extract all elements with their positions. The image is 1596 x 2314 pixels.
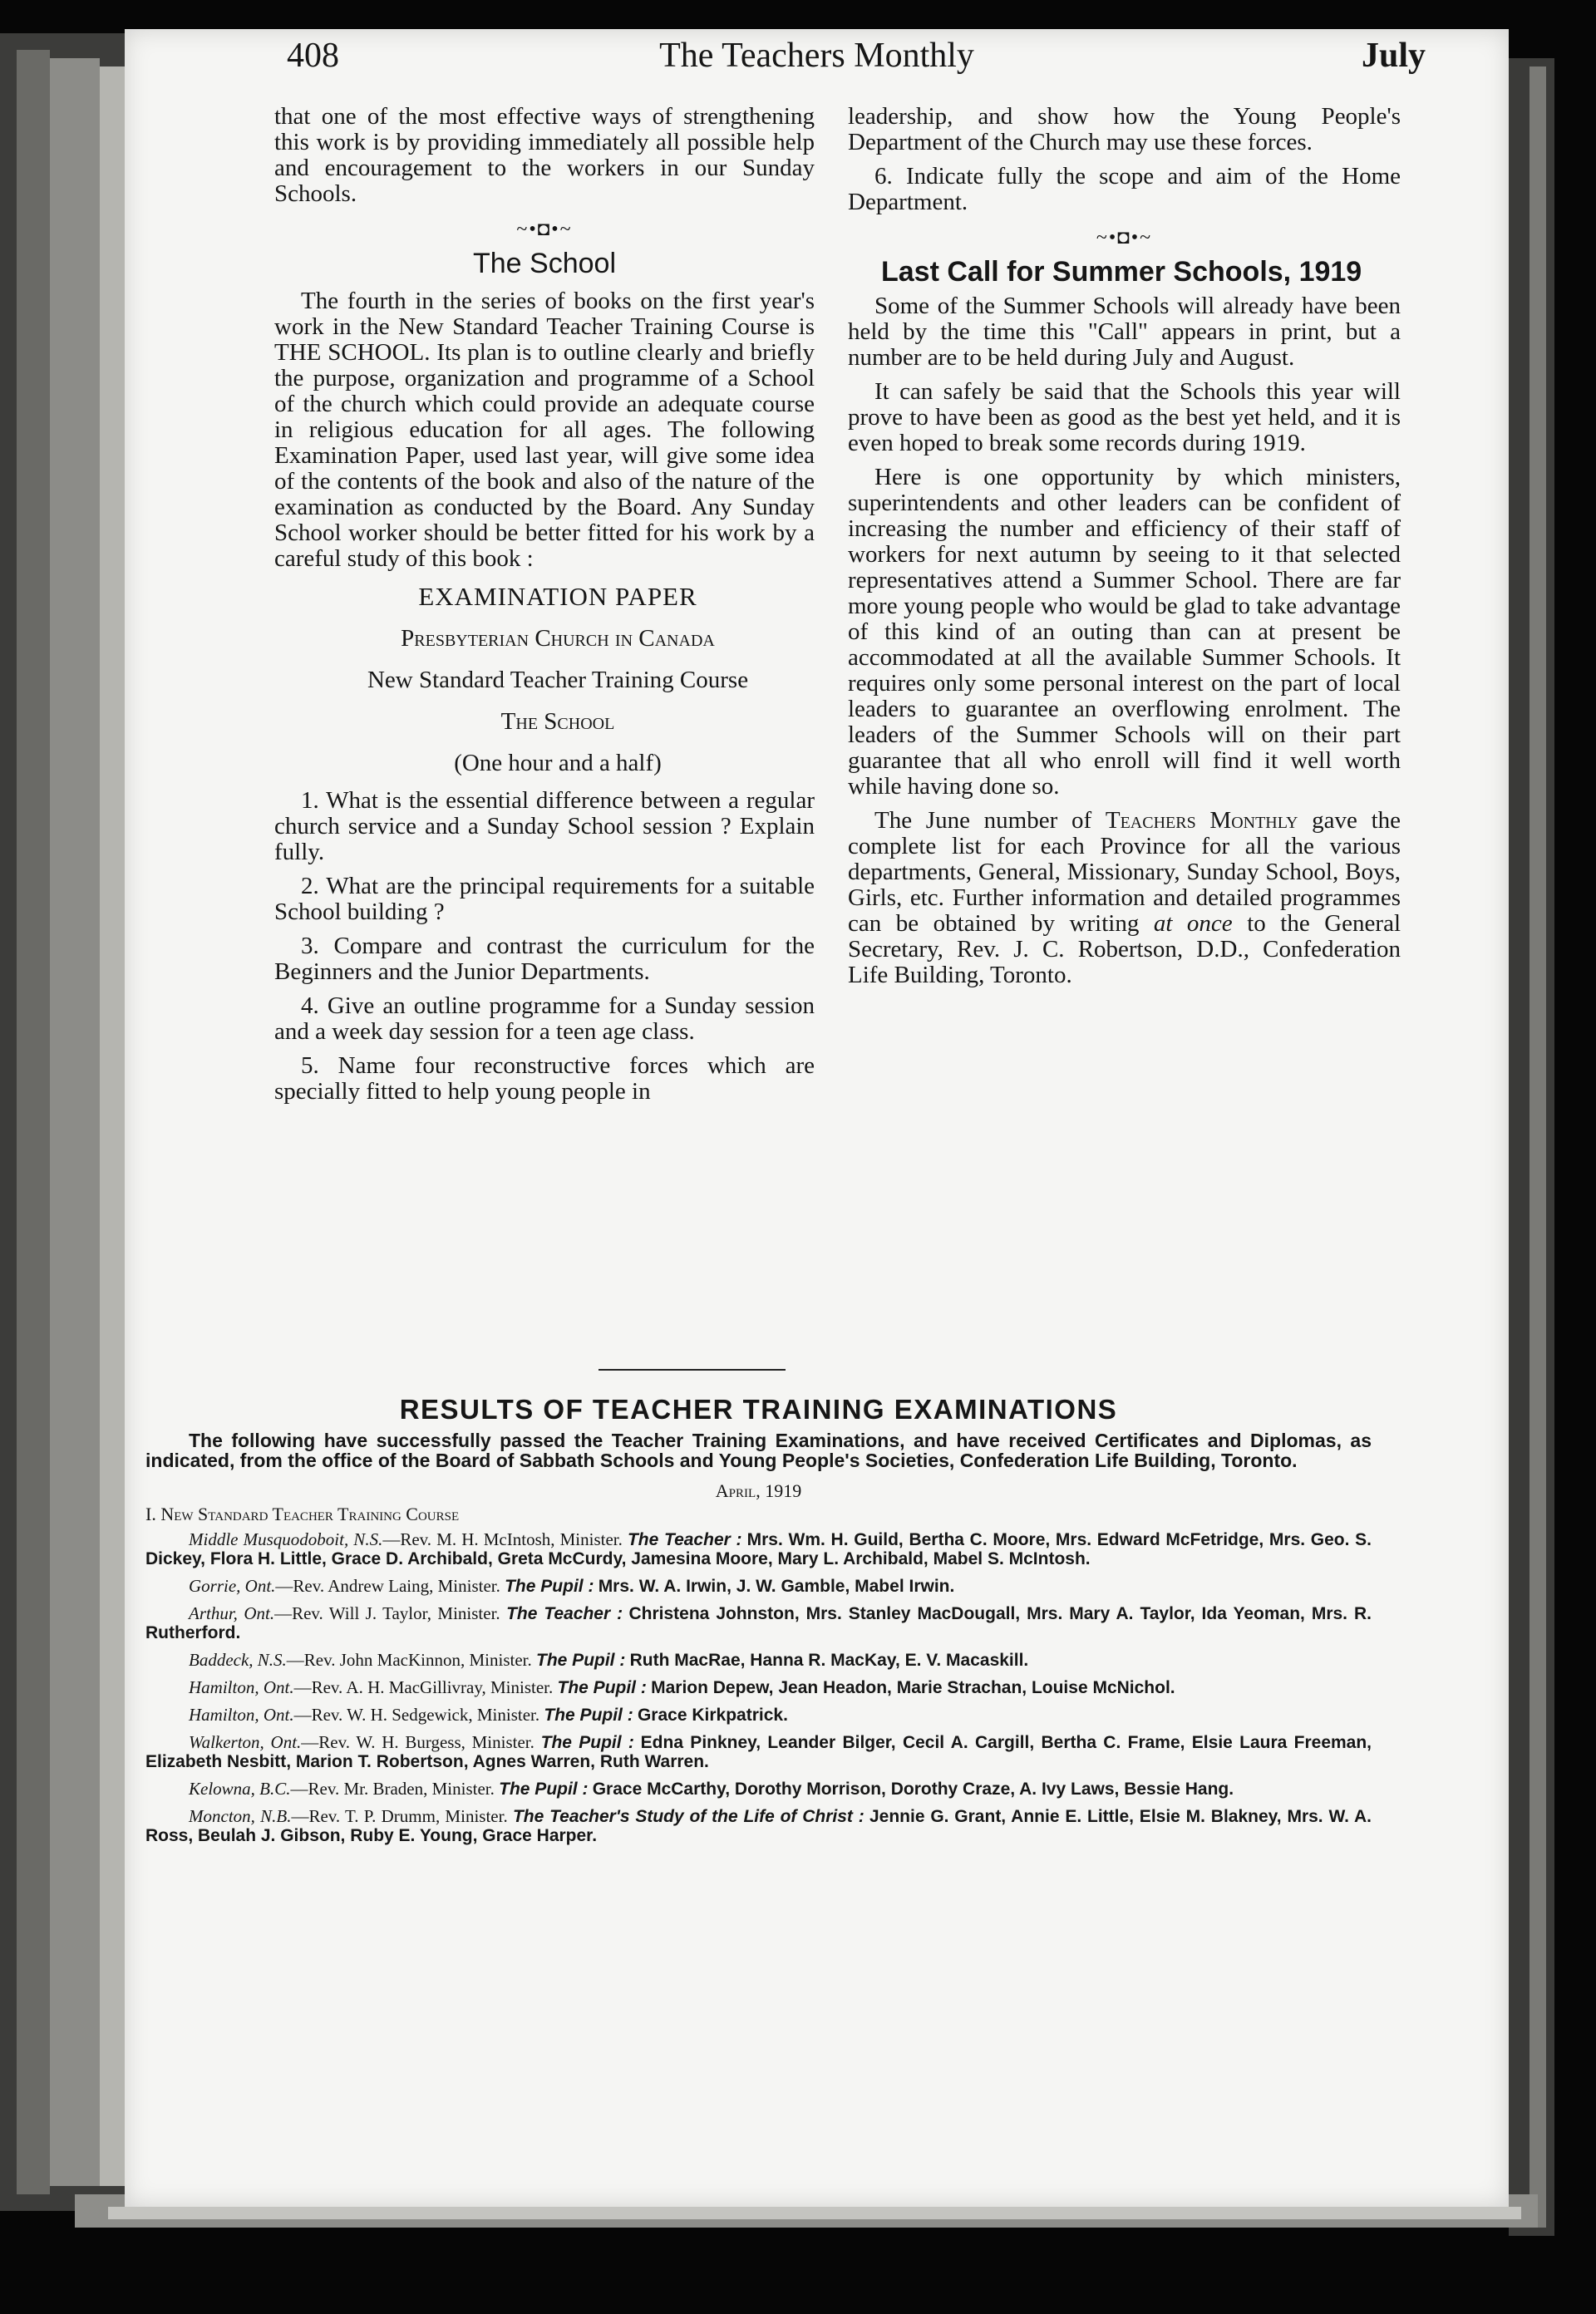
entry-role: The Pupil :	[536, 1651, 626, 1670]
magazine-name: Teachers Monthly	[1105, 807, 1298, 834]
results-entries	[145, 1530, 1372, 1845]
text-run: The June number of	[874, 807, 1092, 834]
entry-names: Jennie G. Grant, Annie E. Little, Elsie M. Blakney, Mrs. W. A. Ross, Beulah J. Gibson, Ruby E. Young, Grace Harper.	[145, 1807, 1372, 1845]
result-entry	[145, 1780, 1372, 1799]
entry-place: Arthur, Ont.	[189, 1603, 275, 1623]
exam-question: 2. What are the principal requirements for a suitable School building ?	[274, 873, 815, 925]
result-entry	[145, 1577, 1372, 1596]
ornament-divider: ~•◘•~	[1096, 227, 1153, 249]
exam-question: 1. What is the essential difference between a regular church service and a Sunday School session ? Explain fully.	[274, 787, 815, 865]
entry-minister: —Rev. T. P. Drumm, Minister.	[291, 1806, 508, 1826]
results-course: I. New Standard Teacher Training Course	[145, 1504, 460, 1524]
exam-question: 5. Name four reconstructive forces which are specially fitted to help young people in	[274, 1052, 815, 1105]
entry-names: Ruth MacRae, Hanna R. MacKay, E. V. Macaskill.	[629, 1651, 1029, 1670]
right-column	[848, 104, 1401, 997]
entry-minister: —Rev. W. H. Burgess, Minister.	[301, 1732, 534, 1752]
entry-minister: —Rev. A. H. MacGillivray, Minister.	[293, 1677, 554, 1697]
text-run: to the General Secretary, Rev. J. C. Robertson, D.D., Confederation Life Building, Toronto.	[848, 910, 1401, 988]
summer-paragraph: Here is one opportunity by which ministers, superintendents and other leaders can be confident of increasing the number and efficiency of their staff of workers for next autumn by seeing to it that selected representatives attend a Summer School. There are far more young people who would be glad to take advantage of this kind of an outing than can at present be accommodated at all the available Summer Schools. It requires only some personal interest on the part of local leaders to guarantee an overflowing enrolment. The leaders of the Summer Schools will on their part guarantee that all who enroll will find it well worth while having done so.	[848, 464, 1401, 800]
entry-minister: —Rev. Mr. Braden, Minister.	[290, 1779, 495, 1799]
section-heading-summer-schools: Last Call for Summer Schools, 1919	[881, 256, 1362, 288]
journal-title: The Teachers Monthly	[659, 37, 974, 75]
entry-minister: —Rev. Andrew Laing, Minister.	[275, 1576, 500, 1596]
entry-place: Kelowna, B.C.	[189, 1779, 291, 1799]
result-entry	[145, 1706, 1372, 1725]
ornament-divider: ~•◘•~	[516, 219, 573, 240]
exam-book: The School	[500, 708, 615, 735]
result-entry	[145, 1807, 1372, 1845]
results-title: RESULTS OF TEACHER TRAINING EXAMINATIONS	[399, 1394, 1118, 1425]
summer-paragraph-last	[848, 808, 1401, 988]
entry-minister: —Rev. M. H. McIntosh, Minister.	[382, 1529, 623, 1549]
exam-title: EXAMINATION PAPER	[418, 582, 697, 611]
entry-names: Mrs. W. A. Irwin, J. W. Gamble, Mabel Irwin.	[598, 1577, 955, 1596]
entry-names: Grace McCarthy, Dorothy Morrison, Dorothy Craze, A. Ivy Laws, Bessie Hang.	[592, 1780, 1234, 1799]
exam-course: New Standard Teacher Training Course	[367, 667, 749, 693]
page-sheet	[125, 29, 1509, 2207]
results-date: April, 1919	[715, 1480, 802, 1501]
entry-place: Middle Musquodoboit, N.S.	[189, 1529, 383, 1549]
entry-names: Edna Pinkney, Leander Bilger, Cecil A. Cargill, Bertha C. Frame, Elsie Laura Freeman, Elizabeth Nesbitt, Marion T. Robertson, Agnes Warren, Ruth Warren.	[145, 1733, 1372, 1771]
result-entry	[145, 1678, 1372, 1697]
entry-place: Baddeck, N.S.	[189, 1650, 287, 1670]
entry-place: Moncton, N.B.	[189, 1806, 292, 1826]
entry-role: The Pupil :	[499, 1780, 589, 1799]
entry-place: Hamilton, Ont.	[189, 1677, 294, 1697]
entry-role: The Pupil :	[505, 1577, 594, 1596]
entry-place: Gorrie, Ont.	[189, 1576, 276, 1596]
left-column	[274, 104, 815, 1113]
entry-minister: —Rev. Will J. Taylor, Minister.	[274, 1603, 500, 1623]
entry-place: Hamilton, Ont.	[189, 1705, 294, 1725]
left-intro: that one of the most effective ways of strengthening this work is by providing immediately all possible help and encouragement to the workers in our Sunday Schools.	[274, 103, 815, 207]
entry-role: The Pupil :	[544, 1706, 633, 1725]
entry-role: The Teacher's Study of the Life of Christ :	[512, 1807, 864, 1826]
exam-question: 3. Compare and contrast the curriculum for the Beginners and the Junior Departments.	[274, 933, 815, 985]
section-heading-the-school: The School	[473, 248, 616, 279]
right-continuation: leadership, and show how the Young People's Department of the Church may use these forces.	[848, 103, 1401, 155]
entry-place: Walkerton, Ont.	[189, 1732, 302, 1752]
exam-question-6: 6. Indicate fully the scope and aim of the Home Department.	[848, 163, 1401, 215]
entry-role: The Pupil :	[557, 1678, 647, 1697]
entry-minister: —Rev. W. H. Sedgewick, Minister.	[293, 1705, 540, 1725]
section-rule	[598, 1369, 786, 1371]
exam-duration: (One hour and a half)	[454, 750, 662, 776]
summer-paragraph: Some of the Summer Schools will already have been held by the time this "Call" appears in print, but a number are to be held during July and August.	[848, 293, 1401, 371]
entry-names: Grace Kirkpatrick.	[637, 1706, 788, 1725]
the-school-body: The fourth in the series of books on the first year's work in the New Standard Teacher Training Course is THE SCHOOL. Its plan is to outline clearly and briefly the purpose, organization and programme of a School of the church which could provide an adequate course in religious education for all ages. The following Examination Paper, used last year, will give some idea of the contents of the book and also of the nature of the examination as conducted by the Board. Any Sunday School worker should be better fitted for his work by a careful study of this book :	[274, 288, 815, 572]
summer-paragraph: It can safely be said that the Schools this year will prove to have been as good as the best yet held, and it is even hoped to break some records during 1919.	[848, 378, 1401, 456]
exam-church: Presbyterian Church in Canada	[401, 625, 715, 652]
text-run: gave the complete list for each Province for all the various departments, General, Missionary, Sunday School, Boys, Girls, etc. Further information and detailed programmes can be obtained by writing	[848, 807, 1401, 937]
result-entry	[145, 1733, 1372, 1771]
entry-names: Christena Johnston, Mrs. Stanley MacDougall, Mrs. Mary A. Taylor, Ida Yeoman, Mrs. R. Rutherford.	[145, 1604, 1372, 1642]
page-number: 408	[287, 37, 339, 75]
result-entry	[145, 1651, 1372, 1670]
result-entry	[145, 1530, 1372, 1568]
entry-role: The Pupil :	[540, 1733, 634, 1752]
entry-role: The Teacher :	[627, 1530, 742, 1549]
result-entry	[145, 1604, 1372, 1642]
results-section	[145, 1394, 1372, 1854]
entry-names: Marion Depew, Jean Headon, Marie Strachan, Louise McNichol.	[651, 1678, 1175, 1697]
entry-names: Mrs. Wm. H. Guild, Bertha C. Moore, Mrs. Edward McFetridge, Mrs. Geo. S. Dickey, Flora H. Little, Grace D. Archibald, Greta McCurdy, Jamesina Moore, Mary L. Archibald, Mabel S. McIntosh.	[145, 1530, 1372, 1568]
exam-question: 4. Give an outline programme for a Sunday session and a week day session for a teen age class.	[274, 992, 815, 1045]
entry-role: The Teacher :	[506, 1604, 623, 1623]
entry-minister: —Rev. John MacKinnon, Minister.	[286, 1650, 532, 1670]
issue-month: July	[1361, 37, 1426, 75]
results-intro: The following have successfully passed the Teacher Training Examinations, and have received Certificates and Diplomas, as indicated, from the office of the Board of Sabbath Schools and Young People's Societies, Confederation Life Building, Toronto.	[145, 1430, 1372, 1471]
emphasis: at once	[1153, 910, 1233, 937]
